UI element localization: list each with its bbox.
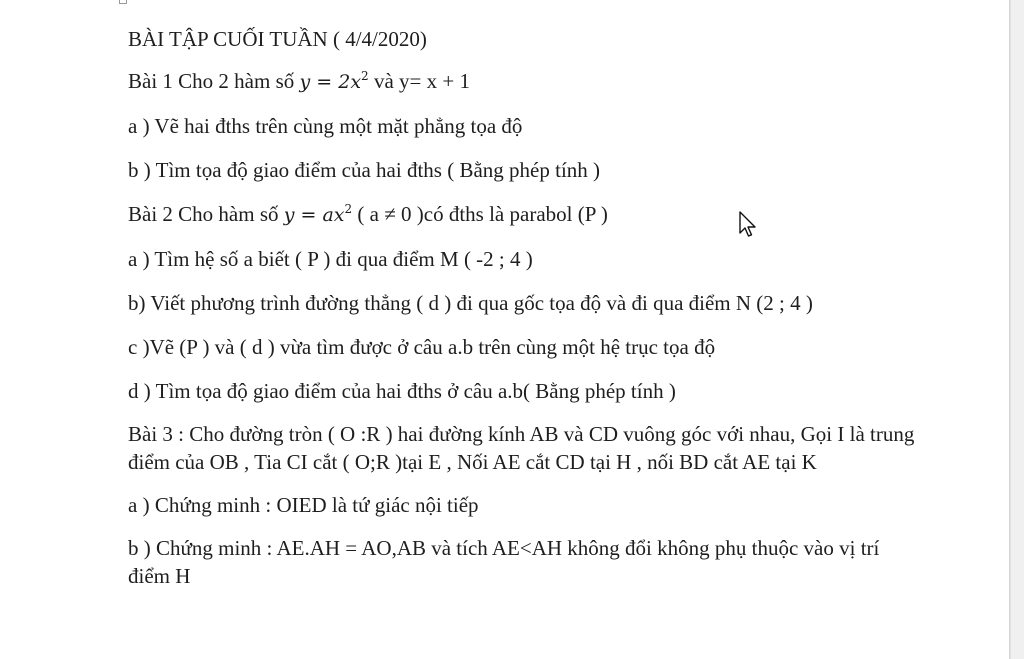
exercise-2-function: $y = ax^2$: [283, 202, 353, 226]
exercise-3-statement: Bài 3 : Cho đường tròn ( O :R ) hai đường kính AB và CD vuông góc với nhau, Gọi I là trung điểm của OB , Tia CI cắt ( O;R )tại E , Nối AE cắt CD tại H , nối BD cắt AE tại K: [128, 422, 915, 474]
exercise-1-suffix: và y= x + 1: [368, 69, 470, 93]
exercise-1-statement: [128, 66, 918, 97]
exercise-2-statement: [128, 199, 918, 230]
exercise-2-suffix: có đths là parabol (P ): [423, 202, 608, 226]
margin-corner-mark: [119, 0, 127, 4]
exercise-2-part-b: b) Viết phương trình đường thẳng ( d ) đi qua gốc tọa độ và đi qua điểm N (2 ; 4 ): [128, 291, 813, 315]
document-body[interactable]: [128, 24, 918, 604]
exercise-2-condition: ( a ≠ 0 ): [352, 202, 424, 226]
exercise-1-part-a: a ) Vẽ hai đths trên cùng một mặt phẳng tọa độ: [128, 114, 523, 138]
exercise-2-part-c: c )Vẽ (P ) và ( d ) vừa tìm được ở câu a.b trên cùng một hệ trục tọa độ: [128, 335, 716, 359]
exercise-1-prefix: Bài 1 Cho 2 hàm số: [128, 69, 300, 93]
exercise-1-part-b: b ) Tìm tọa độ giao điểm của hai đths ( Bằng phép tính ): [128, 158, 601, 182]
exercise-2-prefix: Bài 2 Cho hàm số: [128, 202, 284, 226]
exercise-1-function-1: $y = 2x^2$: [299, 69, 369, 93]
document-title: BÀI TẬP CUỐI TUẦN ( 4/4/2020): [128, 27, 427, 51]
mouse-pointer-icon: [738, 211, 758, 239]
exercise-2-part-a: a ) Tìm hệ số a biết ( P ) đi qua điểm M ( -2 ; 4 ): [128, 247, 533, 271]
exercise-3-part-b: b ) Chứng minh : AE.AH = AO,AB và tích AE<AH không đổi không phụ thuộc vào vị trí điểm H: [128, 536, 880, 588]
exercise-2-part-d: d ) Tìm tọa độ giao điểm của hai đths ở câu a.b( Bằng phép tính ): [128, 379, 676, 403]
vertical-scrollbar[interactable]: [1010, 0, 1024, 659]
exercise-3-part-a: a ) Chứng minh : OIED là tứ giác nội tiếp: [128, 493, 479, 517]
